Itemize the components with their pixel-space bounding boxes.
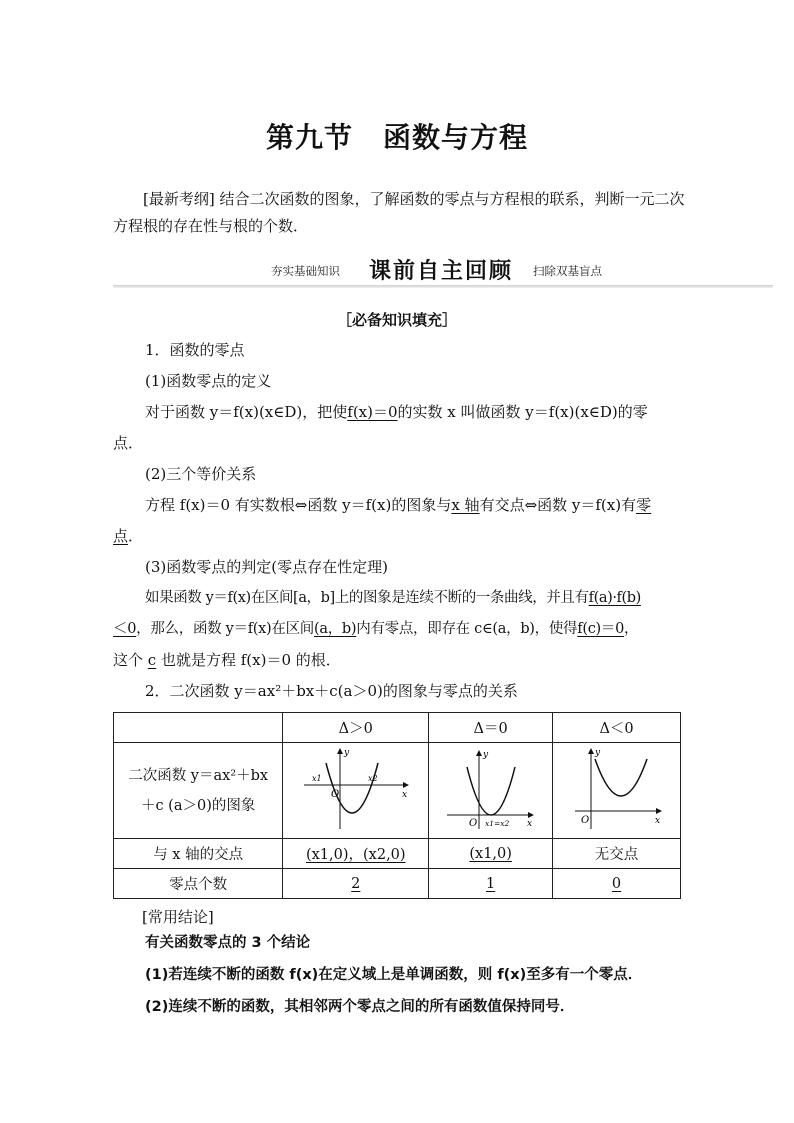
banner-right: 扫除双基盲点 — [533, 264, 602, 278]
s2-heading: 2．二次函数 y＝ax²＋bx＋c(a＞0)的图象与零点的关系 — [145, 682, 518, 700]
table-row — [114, 743, 681, 839]
label-line: 二次函数 y＝ax²＋bx — [128, 767, 269, 784]
origin-label: O — [580, 814, 589, 826]
parabola-two-roots-graph — [296, 745, 416, 833]
axis-label: x — [654, 815, 660, 826]
text-run: 也就是方程 f(x)＝0 的根． — [160, 651, 341, 669]
blank-answer: (a，b) — [314, 621, 357, 637]
text-run: ． — [128, 527, 144, 545]
text-run: 内有零点，即存在 c∈(a，b)，使得 — [356, 621, 578, 637]
conclusions-heading: 有关函数零点的 3 个结论 — [145, 935, 311, 951]
row-label-intersections: 与 x 轴的交点 — [114, 839, 283, 869]
graph-cell — [283, 743, 429, 839]
syllabus-label: [最新考纲] — [143, 190, 215, 208]
text-run: ， — [624, 621, 639, 637]
blank-answer: (x1,0)，(x2,0) — [305, 847, 406, 863]
knowledge-heading: ［必备知识填充］ — [336, 311, 457, 329]
origin-label: O — [330, 788, 339, 800]
blank-answer: f(c)＝0 — [577, 621, 624, 637]
s1-sub3: (3)函数零点的判定(零点存在性定理) — [145, 558, 388, 576]
relation-table — [113, 712, 681, 899]
theorem-line-1 — [113, 583, 717, 614]
text-run: 方程 f(x)＝0 有实数根⇔函数 y＝f(x)的图象与 — [145, 496, 452, 514]
banner-rule — [113, 285, 773, 288]
header-delta-zero: Δ＝0 — [429, 713, 553, 743]
banner-left: 夯实基础知识 — [271, 264, 340, 278]
root-label: x2 — [367, 773, 378, 783]
table-cell — [429, 839, 553, 869]
banner-center: 课前自主回顾 — [369, 259, 514, 284]
origin-label: O — [468, 817, 477, 829]
syllabus-text: 结合二次函数的图象，了解函数的零点与方程根的联系，判断一元二次方程根的存在性与根的个数． — [113, 190, 685, 235]
blank-answer: x 轴 — [451, 496, 480, 514]
text-run: 对于函数 y＝f(x)(x∈D)，把使 — [145, 403, 348, 421]
s1-heading: 1．函数的零点 — [145, 341, 245, 359]
text-run: 的实数 x 叫做函数 y＝f(x)(x∈D)的零 — [397, 403, 648, 421]
text-run: 如果函数 y＝f(x)在区间[a，b]上的图象是连续不断的一条曲线，并且有 — [145, 590, 589, 606]
section-number: 第九节 — [265, 121, 353, 154]
table-corner — [114, 713, 283, 743]
label-line: ＋c (a＞0)的图象 — [140, 797, 256, 814]
table-cell — [429, 869, 553, 899]
text-run: 有交点⇔函数 y＝f(x)有 — [479, 496, 637, 514]
table-cell: 无交点 — [553, 839, 681, 869]
blank-answer: 2 — [351, 875, 361, 892]
parabola-curve — [326, 763, 378, 813]
parabola-curve — [467, 767, 515, 815]
table-cell — [283, 839, 429, 869]
table-row — [114, 869, 681, 899]
blank-answer: ＜0 — [113, 621, 137, 637]
blank-answer: 零 — [636, 496, 652, 514]
axis-label: y — [482, 749, 488, 760]
text-run: ，那么，函数 y＝f(x)在区间 — [136, 621, 314, 637]
graph-cell — [429, 743, 553, 839]
s1-sub2: (2)三个等价关系 — [145, 465, 257, 483]
section-name: 函数与方程 — [383, 121, 529, 154]
blank-answer: 0 — [611, 875, 622, 892]
conclusion-item-2: (2)连续不断的函数，其相邻两个零点之间的所有函数值保持同号． — [145, 999, 575, 1015]
parabola-one-root-graph — [441, 745, 541, 833]
graph-cell — [553, 743, 681, 839]
syllabus-paragraph — [113, 186, 685, 240]
axis-label: x — [401, 789, 407, 800]
axis-label: y — [594, 747, 600, 758]
table-row — [114, 839, 681, 869]
blank-answer: f(x)＝0 — [347, 403, 398, 421]
equivalence-end — [113, 521, 685, 552]
blank-answer: (x1,0) — [469, 845, 512, 862]
page-title — [0, 116, 794, 156]
blank-answer: f(a)·f(b) — [588, 590, 641, 606]
table-cell — [283, 869, 429, 899]
header-delta-positive: Δ＞0 — [283, 713, 429, 743]
blank-answer: 点 — [113, 527, 129, 545]
section-banner — [113, 254, 773, 288]
root-label: x1 — [311, 773, 322, 783]
theorem-line-2 — [113, 614, 685, 645]
root-label: x1=x2 — [484, 818, 509, 828]
text-run: 这个 — [113, 651, 144, 669]
row-label-graph — [114, 743, 283, 839]
axis-label: y — [343, 747, 349, 758]
blank-answer: c — [147, 651, 157, 669]
definition-end: 点． — [113, 434, 144, 452]
blank-answer: 1 — [486, 875, 496, 892]
conclusion-item-1: (1)若连续不断的函数 f(x)在定义域上是单调函数，则 f(x)至多有一个零点． — [145, 967, 643, 983]
axis-label: x — [526, 818, 532, 829]
header-delta-negative: Δ＜0 — [553, 713, 681, 743]
conclusions-tag: [常用结论] — [142, 908, 214, 926]
row-label-zero-count: 零点个数 — [114, 869, 283, 899]
theorem-line-3 — [113, 645, 685, 676]
parabola-curve — [595, 759, 647, 796]
parabola-no-root-graph — [567, 745, 667, 833]
table-cell — [553, 869, 681, 899]
table-row — [114, 713, 681, 743]
s1-sub1: (1)函数零点的定义 — [145, 372, 272, 390]
equivalence-line — [113, 490, 717, 521]
definition-line — [113, 397, 717, 428]
